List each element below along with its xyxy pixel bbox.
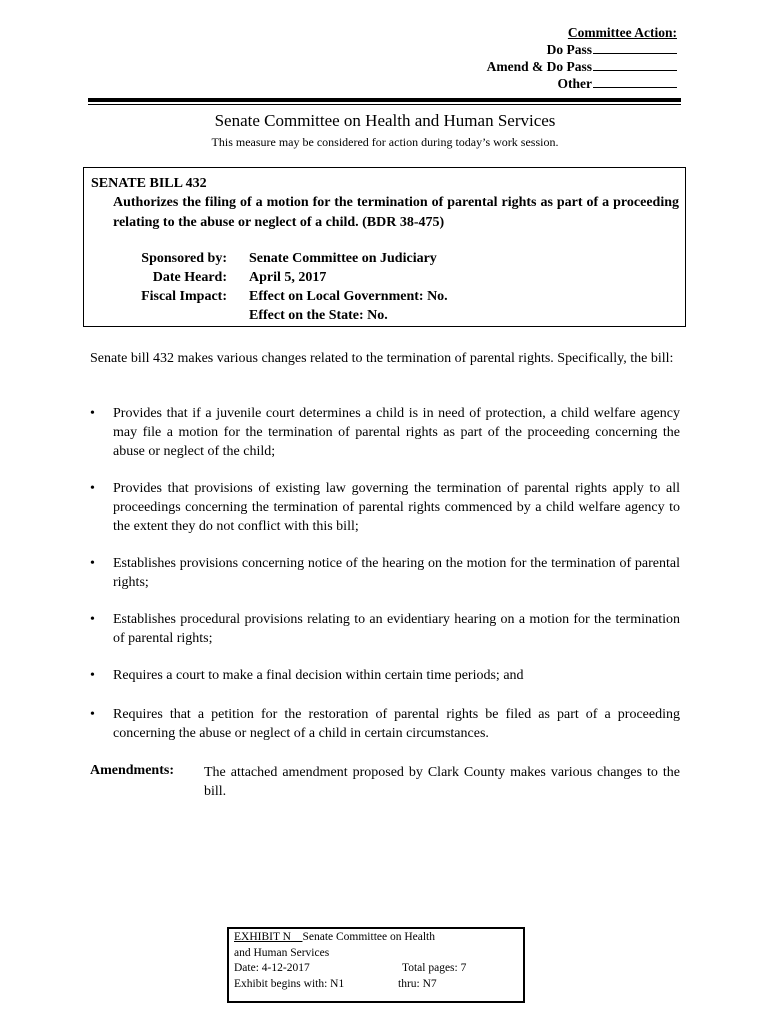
option-other — [487, 75, 677, 92]
exhibit-row-3 — [234, 961, 519, 977]
exhibit-label: EXHIBIT N — [234, 931, 291, 943]
bill-description: Authorizes the filing of a motion for the termination of parental rights as part of a proceeding relating to the abuse or neglect of a child. (BDR 38-475) — [113, 195, 679, 230]
exhibit-total-pages: Total pages: 7 — [402, 962, 467, 974]
exhibit-row-2 — [234, 946, 519, 962]
amendments-text: The attached amendment proposed by Clark County makes various changes to the bill. — [204, 765, 680, 799]
exhibit-committee-line1: Senate Committee on Health — [302, 931, 436, 943]
list-item-text: Provides that if a juvenile court determines a child is in need of protection, a child welfare agency may file a motion for the termination of parental rights as part of the proceeding concerning the abuse or neglect of the child; — [113, 406, 680, 459]
fill-in-blank — [593, 41, 677, 54]
fill-in-blank — [593, 58, 677, 71]
sponsored-by-row — [0, 249, 770, 268]
list-item-text: Establishes procedural provisions relating to an evidentiary hearing on a motion for the termination of parental rights; — [113, 612, 680, 646]
option-label: Do Pass — [546, 42, 592, 57]
exhibit-date: Date: 4-12-2017 — [234, 962, 310, 974]
bill-number: SENATE BILL 432 — [91, 176, 207, 191]
fiscal-impact-label: Fiscal Impact: — [141, 289, 227, 304]
date-heard-value: April 5, 2017 — [249, 270, 327, 285]
bullet-icon: • — [90, 612, 95, 627]
committee-action-block — [487, 24, 677, 92]
list-item — [90, 705, 680, 743]
bullet-icon: • — [90, 707, 95, 722]
committee-action-heading: Committee Action: — [567, 25, 677, 40]
bullet-icon: • — [90, 556, 95, 571]
sponsored-by-value: Senate Committee on Judiciary — [249, 251, 437, 266]
fill-in-blank — [593, 75, 677, 88]
list-item — [90, 404, 680, 461]
provisions-list — [90, 404, 680, 743]
option-do-pass — [487, 41, 677, 58]
fiscal-state-value: Effect on the State: No. — [249, 308, 388, 323]
list-item-text: Provides that provisions of existing law governing the termination of parental rights apply to all proceedings concerning the termination of parental rights commenced by a child welfare agency to the extent they do not conflict with this bill; — [113, 481, 680, 534]
sponsored-by-label: Sponsored by: — [141, 251, 227, 266]
list-item-text: Establishes provisions concerning notice of the hearing on the motion for the termination of parental rights; — [113, 556, 680, 590]
exhibit-row-1 — [234, 930, 519, 946]
exhibit-thru: thru: N7 — [398, 977, 437, 990]
exhibit-underline — [291, 931, 303, 943]
exhibit-row-4 — [234, 977, 519, 993]
list-item-text: Requires that a petition for the restoration of parental rights be filed as part of a proceeding concerning the abuse or neglect of a child in certain circumstances. — [113, 707, 680, 741]
option-label: Amend & Do Pass — [486, 59, 592, 74]
date-heard-label: Date Heard: — [152, 270, 227, 285]
bullet-icon: • — [90, 481, 95, 496]
header-rule-thick — [88, 98, 681, 102]
fiscal-local-value: Effect on Local Government: No. — [249, 289, 448, 304]
option-label: Other — [557, 76, 592, 91]
exhibit-committee-line2: and Human Services — [234, 946, 330, 959]
bullet-icon: • — [90, 668, 95, 683]
exhibit-stamp — [234, 930, 519, 992]
list-item — [90, 554, 680, 592]
header-rule-thin — [88, 104, 681, 105]
date-heard-row — [0, 268, 770, 287]
list-item — [90, 479, 680, 536]
fiscal-impact-row — [0, 287, 770, 306]
list-item — [90, 666, 680, 685]
fiscal-state-row — [0, 306, 770, 325]
list-item-text: Requires a court to make a final decision within certain time periods; and — [113, 668, 524, 683]
page-subtitle: This measure may be considered for action during today’s work session. — [211, 135, 559, 149]
amendments-label: Amendments: — [90, 763, 174, 778]
list-item — [90, 610, 680, 648]
exhibit-begins-with: Exhibit begins with: N1 — [234, 977, 345, 990]
bullet-icon: • — [90, 406, 95, 421]
page-title: Senate Committee on Health and Human Services — [214, 111, 556, 130]
option-amend-do-pass — [487, 58, 677, 75]
intro-paragraph: Senate bill 432 makes various changes related to the termination of parental rights. Specifically, the bill: — [90, 351, 674, 366]
